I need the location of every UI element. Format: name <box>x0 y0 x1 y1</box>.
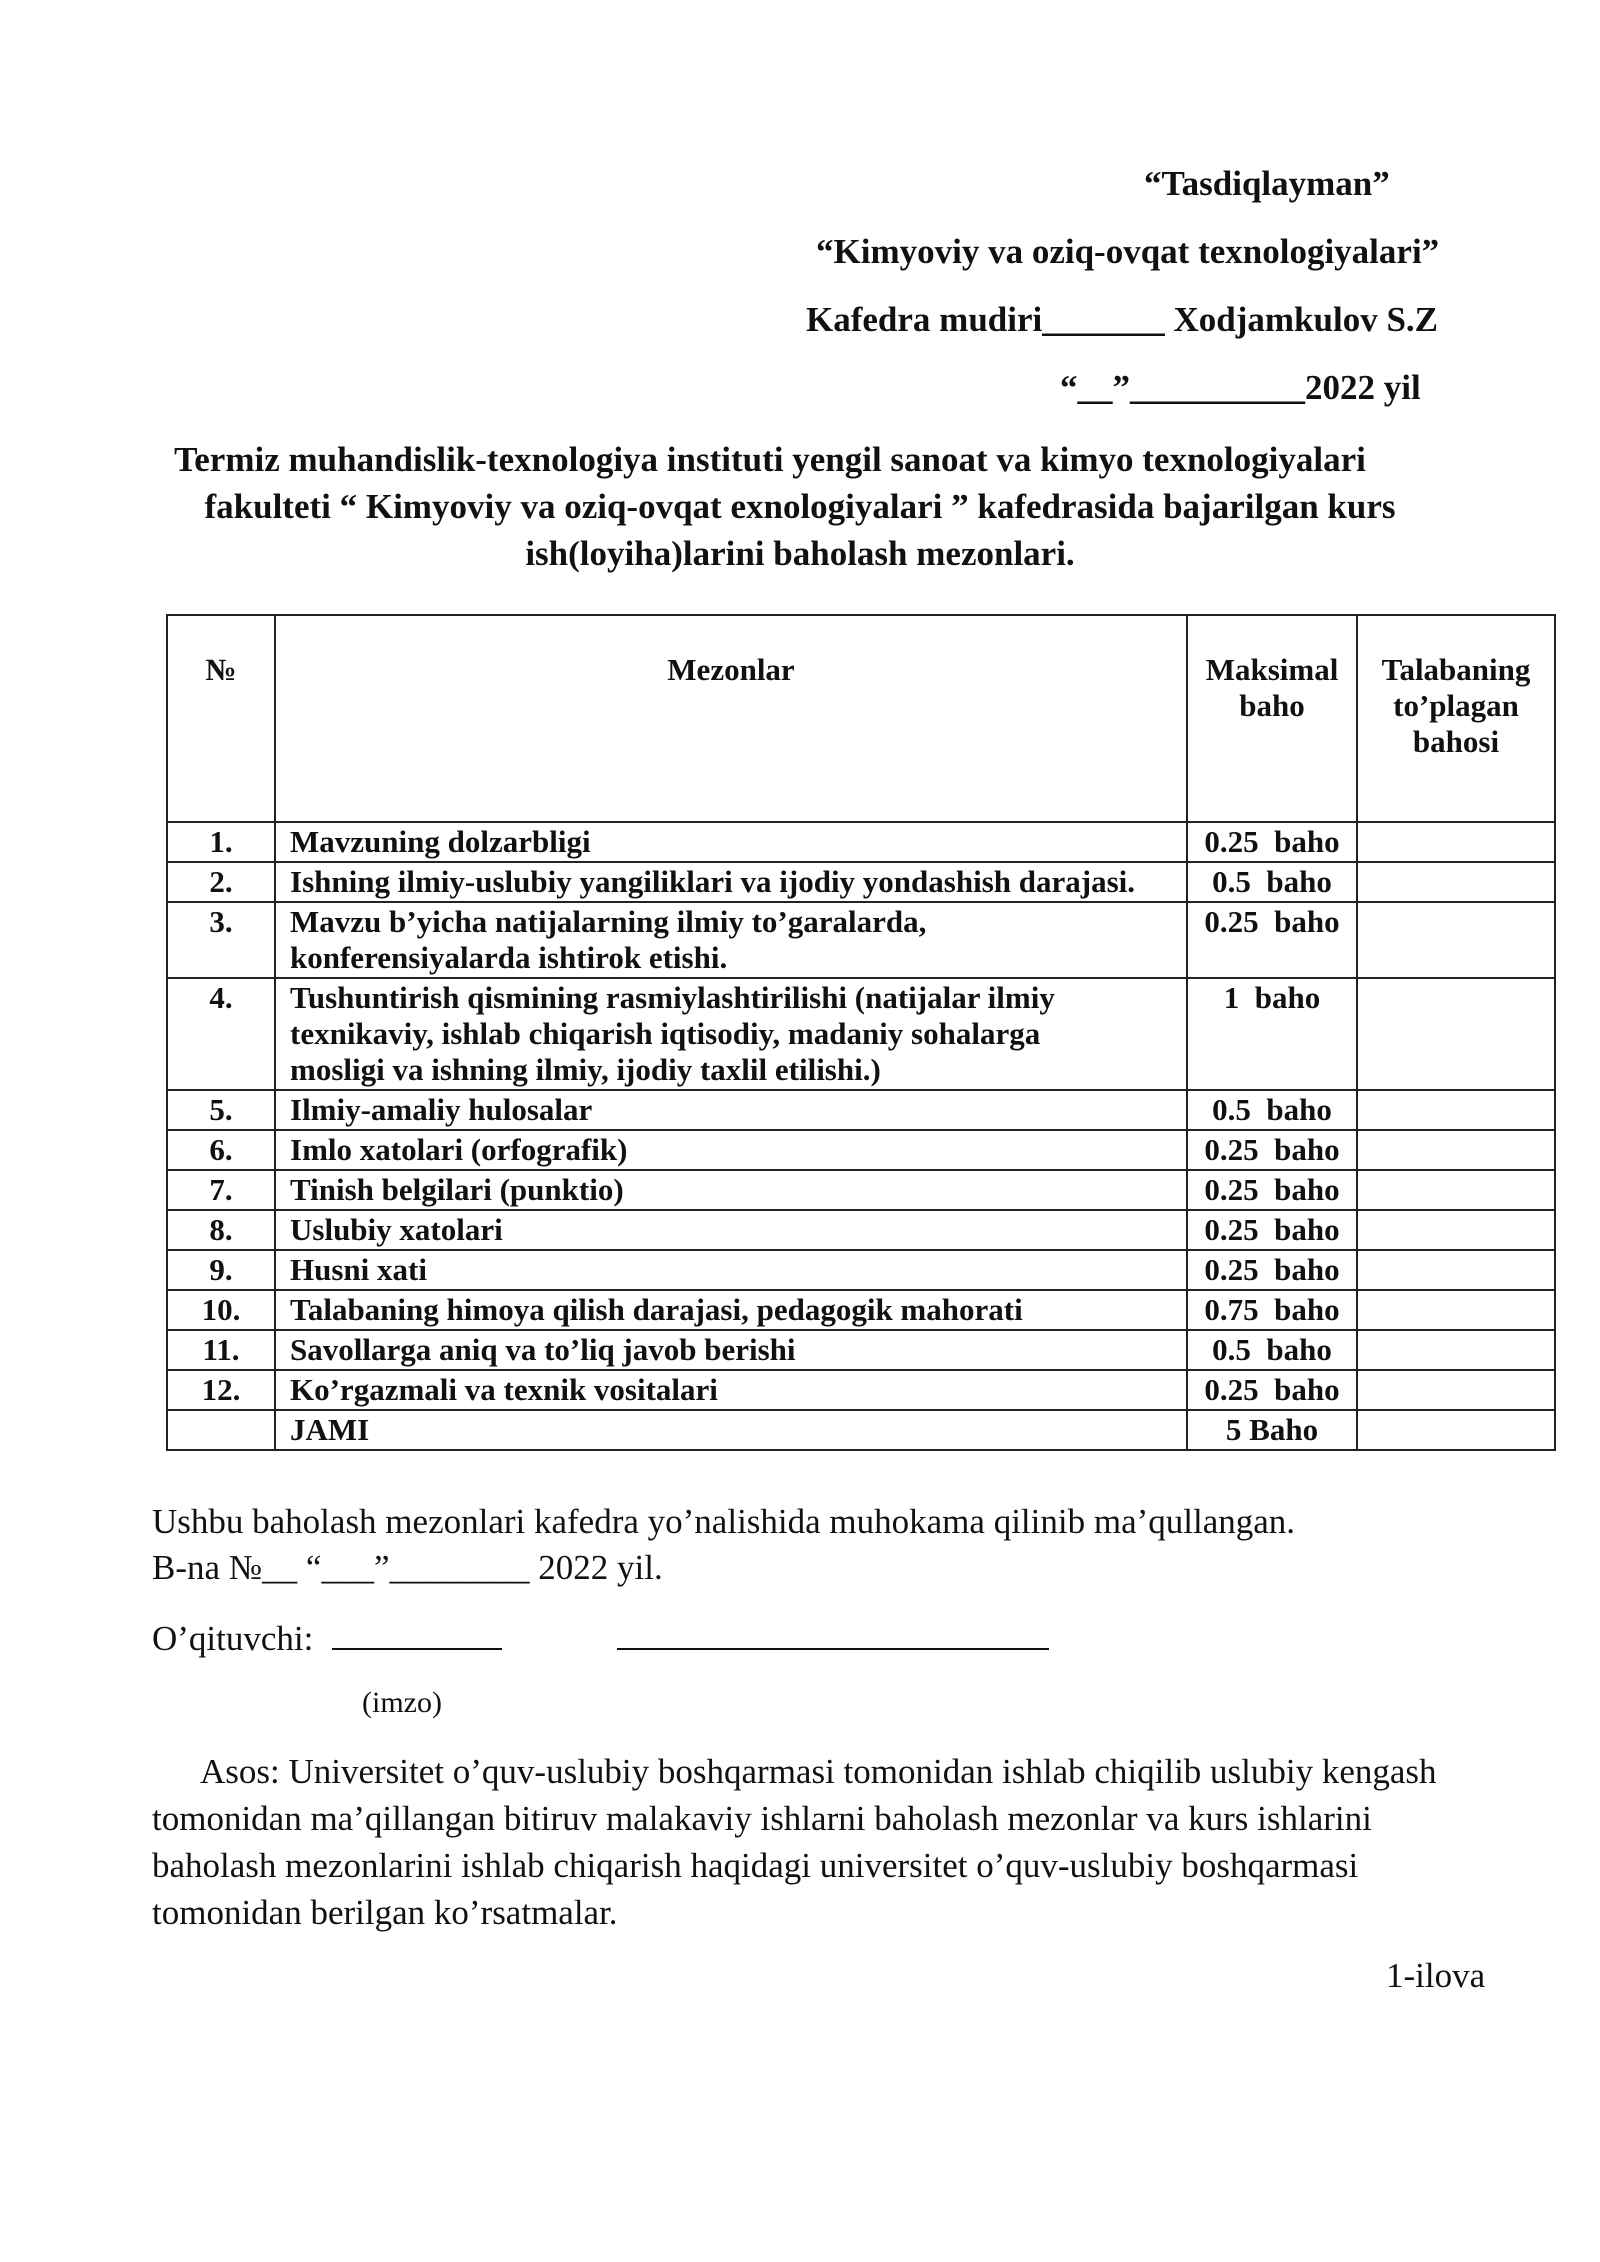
table-header-row <box>167 615 1555 822</box>
row-student-score <box>1357 1170 1555 1210</box>
row-max-score: 0.25 baho <box>1187 1370 1357 1410</box>
row-student-score <box>1357 1090 1555 1130</box>
row-number: 4. <box>167 978 275 1090</box>
table-row <box>167 1370 1555 1410</box>
row-criterion: Mavzu b’yicha natijalarning ilmiy to’garalarda, konferensiyalarda ishtirok etishi. <box>275 902 1187 978</box>
row-criterion: Ilmiy-amaliy hulosalar <box>275 1090 1187 1130</box>
signature-line <box>332 1618 502 1650</box>
row-max-score: 0.25 baho <box>1187 1250 1357 1290</box>
row-student-score <box>1357 1370 1555 1410</box>
teacher-signature-row <box>152 1618 1049 1659</box>
row-max-score: 0.25 baho <box>1187 822 1357 862</box>
total-label: JAMI <box>275 1410 1187 1450</box>
header-max-score: Maksimal baho <box>1187 615 1357 822</box>
appendix-label: 1-ilova <box>1386 1956 1486 1995</box>
row-criterion: Tushuntirish qismining rasmiylashtirilishi (natijalar ilmiy texnikaviy, ishlab chiqarish iqtisodiy, madaniy sohalarga mosligi va ishning ilmiy, ijodiy taxlil etilishi.) <box>275 978 1187 1090</box>
title-line-2: fakulteti “ Kimyoviy va oziq-ovqat exnologiyalari ” kafedrasida bajarilgan kurs <box>204 487 1396 526</box>
title-line-1: Termiz muhandislik-texnologiya instituti yengil sanoat va kimyo texnologiyalari <box>174 440 1366 479</box>
row-max-score: 0.25 baho <box>1187 902 1357 978</box>
row-criterion: Husni xati <box>275 1250 1187 1290</box>
row-criterion: Tinish belgilari (punktio) <box>275 1170 1187 1210</box>
basis-paragraph: Asos: Universitet o’quv-uslubiy boshqarmasi tomonidan ishlab chiqilib uslubiy kengash tomonidan ma’qillangan bitiruv malakaviy ishlarni baholash mezonlar va kurs ishlarini baholash mezonlarini ishlab chiqarish haqidagi universitet o’quv-uslubiy boshqarmasi tomonidan berilgan ko’rsatmalar. <box>152 1752 1437 1932</box>
row-max-score: 0.25 baho <box>1187 1130 1357 1170</box>
table-row <box>167 1330 1555 1370</box>
table-row <box>167 902 1555 978</box>
row-criterion: Ishning ilmiy-uslubiy yangiliklari va ijodiy yondashish darajasi. <box>275 862 1187 902</box>
row-student-score <box>1357 822 1555 862</box>
approval-head: Kafedra mudiri_______ Xodjamkulov S.Z <box>806 300 1438 339</box>
approval-department: “Kimyoviy va oziq-ovqat texnologiyalari” <box>816 232 1440 271</box>
total-max-score: 5 Baho <box>1187 1410 1357 1450</box>
criteria-table <box>166 614 1556 1451</box>
table-row <box>167 1250 1555 1290</box>
table-row <box>167 822 1555 862</box>
row-number: 12. <box>167 1370 275 1410</box>
signature-hint: (imzo) <box>362 1686 442 1719</box>
row-criterion: Savollarga aniq va to’liq javob berishi <box>275 1330 1187 1370</box>
table-row <box>167 1090 1555 1130</box>
table-row <box>167 862 1555 902</box>
row-number: 1. <box>167 822 275 862</box>
row-max-score: 1 baho <box>1187 978 1357 1090</box>
row-student-score <box>1357 1330 1555 1370</box>
row-student-score <box>1357 862 1555 902</box>
row-number: 2. <box>167 862 275 902</box>
row-number: 10. <box>167 1290 275 1330</box>
row-number: 8. <box>167 1210 275 1250</box>
meeting-protocol: B-na №__ “___”________ 2022 yil. <box>152 1548 663 1587</box>
header-criteria: Mezonlar <box>275 615 1187 822</box>
row-student-score <box>1357 978 1555 1090</box>
row-max-score: 0.5 baho <box>1187 862 1357 902</box>
total-number <box>167 1410 275 1450</box>
approval-note: Ushbu baholash mezonlari kafedra yo’nalishida muhokama qilinib ma’qullangan. <box>152 1502 1296 1541</box>
row-max-score: 0.5 baho <box>1187 1090 1357 1130</box>
row-max-score: 0.25 baho <box>1187 1170 1357 1210</box>
table-row <box>167 1290 1555 1330</box>
table-row <box>167 1170 1555 1210</box>
row-max-score: 0.75 baho <box>1187 1290 1357 1330</box>
row-number: 6. <box>167 1130 275 1170</box>
row-student-score <box>1357 902 1555 978</box>
name-line <box>617 1618 1049 1650</box>
header-number: № <box>167 615 275 822</box>
row-student-score <box>1357 1210 1555 1250</box>
row-student-score <box>1357 1130 1555 1170</box>
row-number: 7. <box>167 1170 275 1210</box>
table-row <box>167 1130 1555 1170</box>
row-criterion: Uslubiy xatolari <box>275 1210 1187 1250</box>
table-total-row <box>167 1410 1555 1450</box>
document-title <box>100 436 1500 577</box>
row-number: 3. <box>167 902 275 978</box>
row-max-score: 0.25 baho <box>1187 1210 1357 1250</box>
row-criterion: Talabaning himoya qilish darajasi, pedagogik mahorati <box>275 1290 1187 1330</box>
row-student-score <box>1357 1250 1555 1290</box>
row-max-score: 0.5 baho <box>1187 1330 1357 1370</box>
table-row <box>167 978 1555 1090</box>
row-number: 11. <box>167 1330 275 1370</box>
row-number: 5. <box>167 1090 275 1130</box>
row-criterion: Ko’rgazmali va texnik vositalari <box>275 1370 1187 1410</box>
table-row <box>167 1210 1555 1250</box>
row-student-score <box>1357 1290 1555 1330</box>
header-student-score: Talabaning to’plagan bahosi <box>1357 615 1555 822</box>
approval-title: “Tasdiqlayman” <box>1144 164 1390 203</box>
approval-date: “__”__________2022 yil <box>1060 368 1421 407</box>
title-line-3: ish(loyiha)larini baholash mezonlari. <box>525 534 1075 573</box>
total-student-score <box>1357 1410 1555 1450</box>
row-number: 9. <box>167 1250 275 1290</box>
row-criterion: Mavzuning dolzarbligi <box>275 822 1187 862</box>
row-criterion: Imlo xatolari (orfografik) <box>275 1130 1187 1170</box>
teacher-label: O’qituvchi: <box>152 1619 314 1658</box>
